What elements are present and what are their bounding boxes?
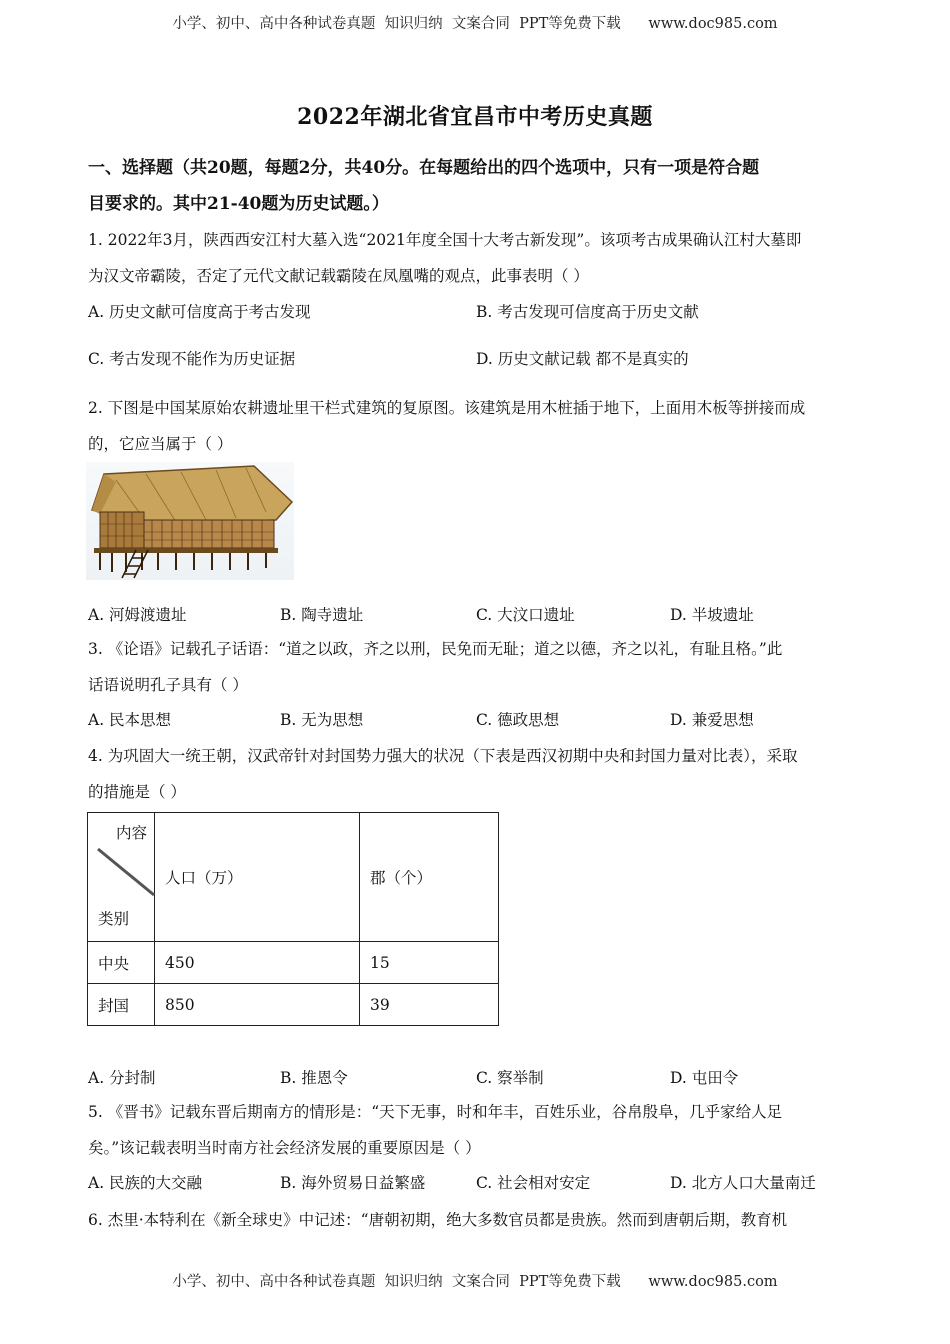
q5-stem-line1: 5. 《晋书》记载东晋后期南方的情形是：“天下无事，时和年丰，百姓乐业，谷帛殷阜，几乎家给人足 [88, 1103, 783, 1121]
column-header-commanderies: 郡（个） [360, 813, 499, 942]
q1-option-d: D. 历史文献记载 都不是真实的 [476, 350, 689, 368]
q2-stem-line2: 的，它应当属于（ ） [88, 435, 233, 453]
column-header-population: 人口（万） [155, 813, 360, 942]
q4-option-a: A. 分封制 [88, 1069, 156, 1087]
q3-option-b: B. 无为思想 [280, 711, 364, 729]
stilt-house-illustration [86, 462, 294, 580]
q5-option-b: B. 海外贸易日益繁盛 [280, 1174, 426, 1192]
q3-option-c: C. 德政思想 [476, 711, 560, 729]
q1-option-a: A. 历史文献可信度高于考古发现 [88, 303, 311, 321]
table-corner-cell [88, 813, 155, 942]
cell-commanderies: 39 [360, 984, 499, 1026]
q3-option-a: A. 民本思想 [88, 711, 172, 729]
q3-stem-line1: 3. 《论语》记载孔子话语：“道之以政，齐之以刑，民免而无耻；道之以德，齐之以礼，有耻且格。”此 [88, 640, 783, 658]
q2-option-a: A. 河姆渡遗址 [88, 606, 187, 624]
q6-stem-line1: 6. 杰里·本特利在《新全球史》中记述：“唐朝初期，绝大多数官员都是贵族。然而到唐朝后期，教育机 [88, 1211, 788, 1229]
q1-option-b: B. 考古发现可信度高于历史文献 [476, 303, 699, 321]
q2-option-d: D. 半坡遗址 [670, 606, 754, 624]
q5-stem-line2: 矣。”该记载表明当时南方社会经济发展的重要原因是（ ） [88, 1139, 481, 1157]
q3-option-d: D. 兼爱思想 [670, 711, 754, 729]
table-row [88, 942, 499, 984]
page-header: 小学、初中、高中各种试卷真题 知识归纳 文案合同 PPT等免费下载 www.doc985.com [172, 16, 778, 32]
q3-stem-line2: 话语说明孔子具有（ ） [88, 676, 248, 694]
q5-option-d: D. 北方人口大量南迁 [670, 1174, 816, 1192]
page-footer: 小学、初中、高中各种试卷真题 知识归纳 文案合同 PPT等免费下载 www.doc985.com [172, 1274, 778, 1290]
q4-option-d: D. 屯田令 [670, 1069, 739, 1087]
q4-option-b: B. 推恩令 [280, 1069, 348, 1087]
q4-stem-line1: 4. 为巩固大一统王朝，汉武帝针对封国势力强大的状况（下表是西汉初期中央和封国力量对比表），采取 [88, 747, 798, 765]
q5-option-a: A. 民族的大交融 [88, 1174, 203, 1192]
q5-option-c: C. 社会相对安定 [476, 1174, 591, 1192]
q4-stem-line2: 的措施是（ ） [88, 783, 186, 801]
section-heading-line2: 目要求的。其中21-40题为历史试题。） [88, 194, 389, 214]
q2-stem-line1: 2. 下图是中国某原始农耕遗址里干栏式建筑的复原图。该建筑是用木桩插于地下，上面用木板等拼接而成 [88, 399, 806, 417]
q2-option-c: C. 大汶口遗址 [476, 606, 575, 624]
section-heading-line1: 一、选择题（共20题，每题2分，共40分。在每题给出的四个选项中，只有一项是符合题 [88, 158, 760, 178]
q1-stem-line1: 1. 2022年3月，陕西西安江村大墓入选“2021年度全国十大考古新发现”。该项考古成果确认江村大墓即 [88, 231, 802, 249]
q1-stem-line2: 为汉文帝霸陵，否定了元代文献记载霸陵在凤凰嘴的观点，此事表明（ ） [88, 267, 589, 285]
cell-population: 850 [155, 984, 360, 1026]
corner-top-label: 内容 [116, 824, 148, 842]
q4-option-c: C. 察举制 [476, 1069, 544, 1087]
row-label: 中央 [88, 942, 155, 984]
cell-commanderies: 15 [360, 942, 499, 984]
page-title: 2022年湖北省宜昌市中考历史真题 [297, 104, 653, 130]
q1-option-c: C. 考古发现不能作为历史证据 [88, 350, 296, 368]
table-row [88, 984, 499, 1026]
q2-option-b: B. 陶寺遗址 [280, 606, 364, 624]
corner-bottom-label: 类别 [98, 910, 130, 928]
row-label: 封国 [88, 984, 155, 1026]
cell-population: 450 [155, 942, 360, 984]
comparison-table [87, 812, 499, 1026]
